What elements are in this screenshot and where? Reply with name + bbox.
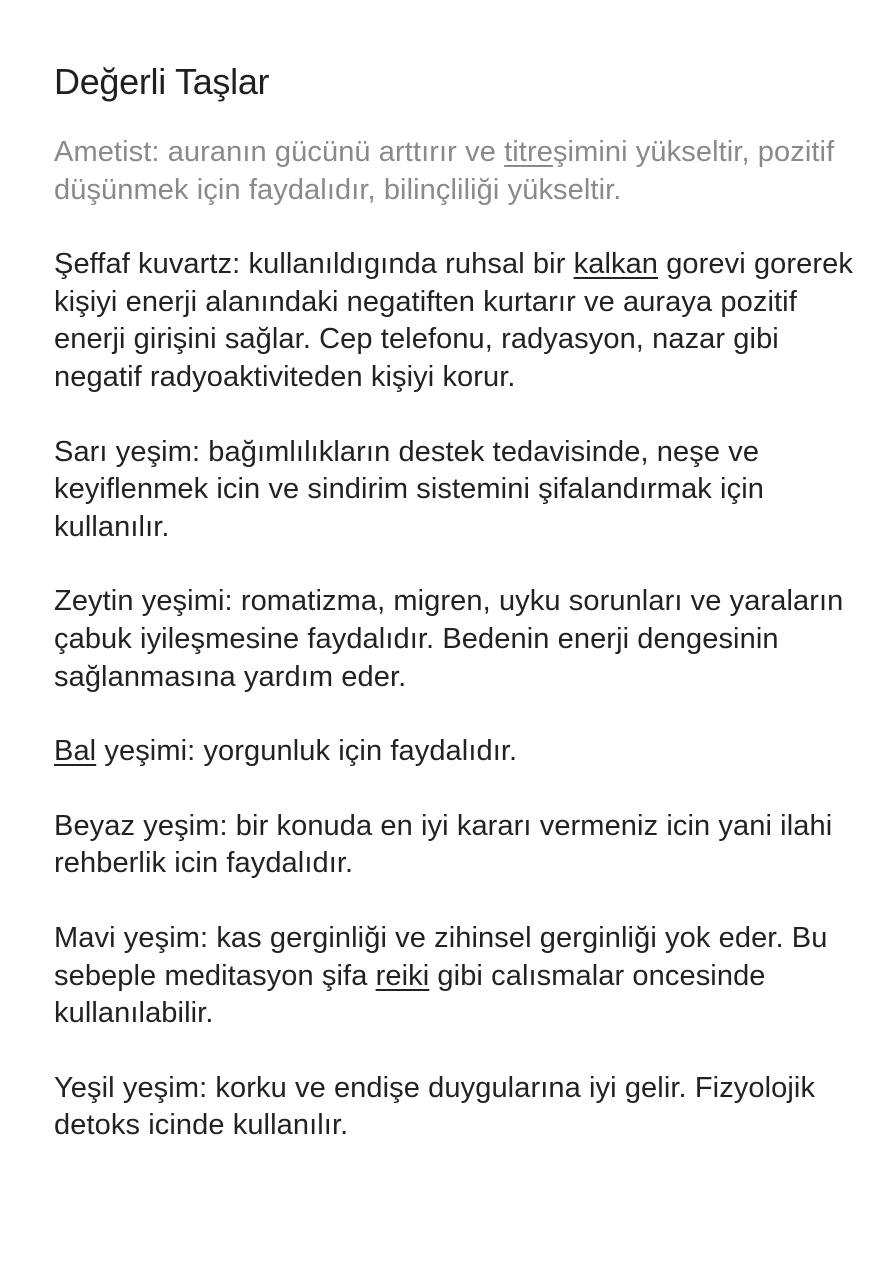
paragraph-text: Ametist: auranın gücünü arttırır ve bbox=[54, 136, 505, 168]
paragraph-zeytin-yesimi: Zeytin yeşimi: romatizma, migren, uyku sorunları ve yaraların çabuk iyileşmesine faydalıdır. Bedenin enerji dengesinin sağlanmasına yardım eder. bbox=[54, 585, 844, 693]
paragraph-mavi-yesim bbox=[54, 920, 853, 1033]
paragraph-bal-yesimi bbox=[54, 733, 853, 771]
paragraph-sari-yesim: Sarı yeşim: bağımlılıkların destek tedavisinde, neşe ve keyiflenmek icin ve sindirim sistemini şifalandırmak için kullanılır. bbox=[54, 435, 764, 543]
paragraph-ametist bbox=[54, 134, 853, 209]
link-bal[interactable]: Bal bbox=[54, 735, 97, 768]
paragraph-text: Mavi yeşim: kas gerginliği ve zihinsel gerginliği yok eder. Bu sebeple meditasyon şifa bbox=[54, 921, 828, 992]
paragraph-text: gorevi gorerek kişiyi enerji alanındaki negatiften kurtarır ve auraya pozitif enerji girişini sağlar. Cep telefonu, radyasyon, nazar gibi negatif radyoaktiviteden kişiyi korur. bbox=[54, 248, 853, 393]
paragraph-text: gibi calısmalar oncesinde kullanılabilir. bbox=[54, 959, 766, 1030]
paragraph-text: Şeffaf kuvartz: kullanıldıgında ruhsal bir bbox=[54, 248, 574, 281]
link-kalkan[interactable]: kalkan bbox=[573, 248, 659, 281]
link-titre[interactable]: titre bbox=[504, 136, 553, 168]
paragraph-yesil-yesim: Yeşil yeşim: korku ve endişe duygularına iyi gelir. Fizyolojik detoks icinde kullanılır. bbox=[54, 1071, 816, 1142]
paragraph-beyaz-yesim: Beyaz yeşim: bir konuda en iyi kararı vermeniz icin yani ilahi rehberlik icin faydalıdır. bbox=[54, 809, 833, 880]
link-reiki[interactable]: reiki bbox=[375, 959, 430, 992]
paragraph-text: yeşimi: yorgunluk için faydalıdır. bbox=[96, 735, 518, 768]
page-title: Değerli Taşlar bbox=[54, 61, 270, 102]
paragraph-seffaf-kuvartz bbox=[54, 246, 853, 396]
paragraph-text: şimini yükseltir, pozitif düşünmek için faydalıdır, bilinçliliği yükseltir. bbox=[54, 136, 835, 206]
